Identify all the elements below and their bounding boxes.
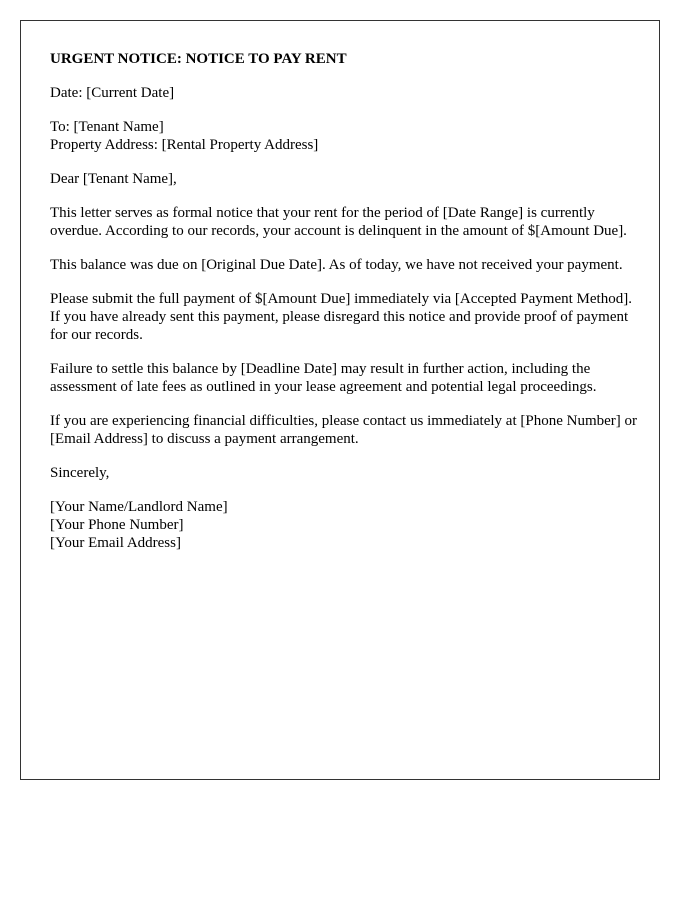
signature-email: [Your Email Address] [50, 535, 181, 551]
letter-page [20, 20, 660, 780]
recipient-line: To: [Tenant Name] [50, 119, 164, 135]
date-line: Date: [Current Date] [50, 85, 175, 101]
paragraph-due-date: This balance was due on [Original Due Date]. As of today, we have not received your payment. [50, 257, 623, 273]
recipient-block [50, 118, 640, 154]
paragraph-consequences: Failure to settle this balance by [Deadline Date] may result in further action, including the assessment of late fees as outlined in your lease agreement and potential legal proceedings. [50, 361, 597, 395]
letter-body [50, 50, 640, 568]
signature-block [50, 498, 640, 552]
letter-title: URGENT NOTICE: NOTICE TO PAY RENT [50, 51, 347, 67]
paragraph-contact: If you are experiencing financial difficulties, please contact us immediately at [Phone Number] or [Email Address] to discuss a payment arrangement. [50, 413, 638, 447]
property-address-line: Property Address: [Rental Property Address] [50, 137, 319, 153]
salutation: Dear [Tenant Name], [50, 171, 177, 187]
signature-name: [Your Name/Landlord Name] [50, 499, 228, 515]
closing: Sincerely, [50, 465, 110, 481]
signature-phone: [Your Phone Number] [50, 517, 184, 533]
paragraph-overdue-notice: This letter serves as formal notice that your rent for the period of [Date Range] is currently overdue. According to our records, your account is delinquent in the amount of $[Amount Due]. [50, 205, 627, 239]
paragraph-payment-request: Please submit the full payment of $[Amount Due] immediately via [Accepted Payment Method]. If you have already sent this payment, please disregard this notice and provide proof of payment for our records. [50, 291, 632, 343]
